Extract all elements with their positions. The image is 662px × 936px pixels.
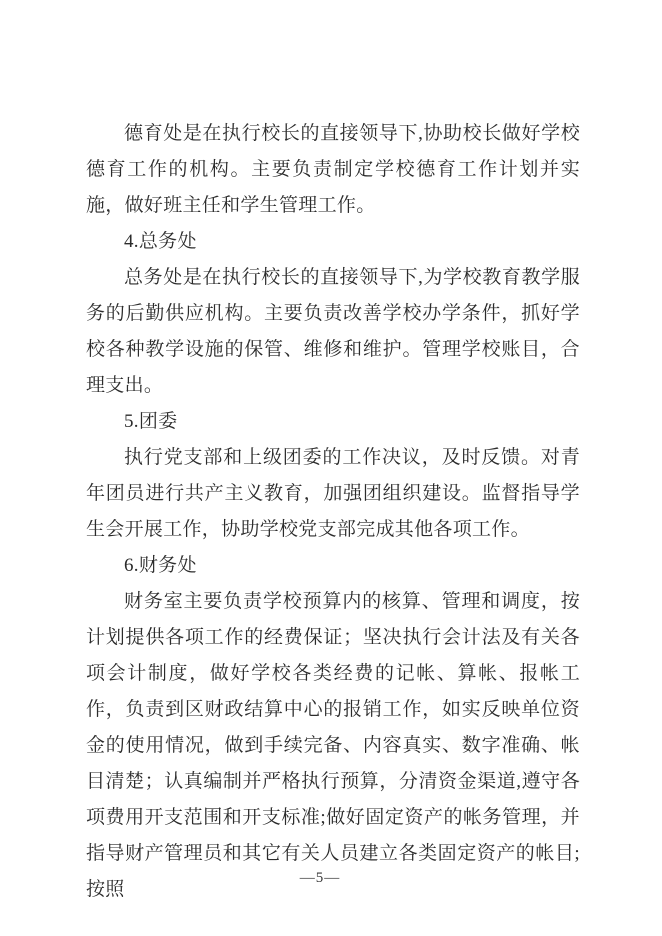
page-number: —5— (299, 870, 341, 886)
paragraph: 执行党支部和上级团委的工作决议，及时反馈。对青年团员进行共产主义教育，加强团组织建设。监督指导学生会开展工作，协助学校党支部完成其他各项工作。 (86, 447, 580, 540)
paragraph: 总务处是在执行校长的直接领导下,为学校教育教学服务的后勤供应机构。主要负责改善学校办学条件，抓好学校各种教学设施的保管、维修和维护。管理学校账目，合理支出。 (86, 267, 580, 396)
section-heading: 4.总务处 (124, 231, 197, 252)
section-heading: 5.团委 (124, 411, 178, 432)
document-body (86, 116, 580, 908)
paragraph: 财务室主要负责学校预算内的核算、管理和调度，按计划提供各项工作的经费保证；坚决执行会计法及有关各项会计制度，做好学校各类经费的记帐、算帐、报帐工作，负责到区财政结算中心的报销工作，如实反映单位资金的使用情况，做到手续完备、内容真实、数字准确、帐目清楚；认真编制并严格执行预算，分清资金渠道,遵守各项费用开支范围和开支标准;做好固定资产的帐务管理，并指导财产管理员和其它有关人员建立各类固定资产的帐目;按照 (86, 591, 580, 900)
section-heading: 6.财务处 (124, 555, 197, 576)
paragraph: 德育处是在执行校长的直接领导下,协助校长做好学校德育工作的机构。主要负责制定学校德育工作计划并实施，做好班主任和学生管理工作。 (86, 123, 580, 216)
